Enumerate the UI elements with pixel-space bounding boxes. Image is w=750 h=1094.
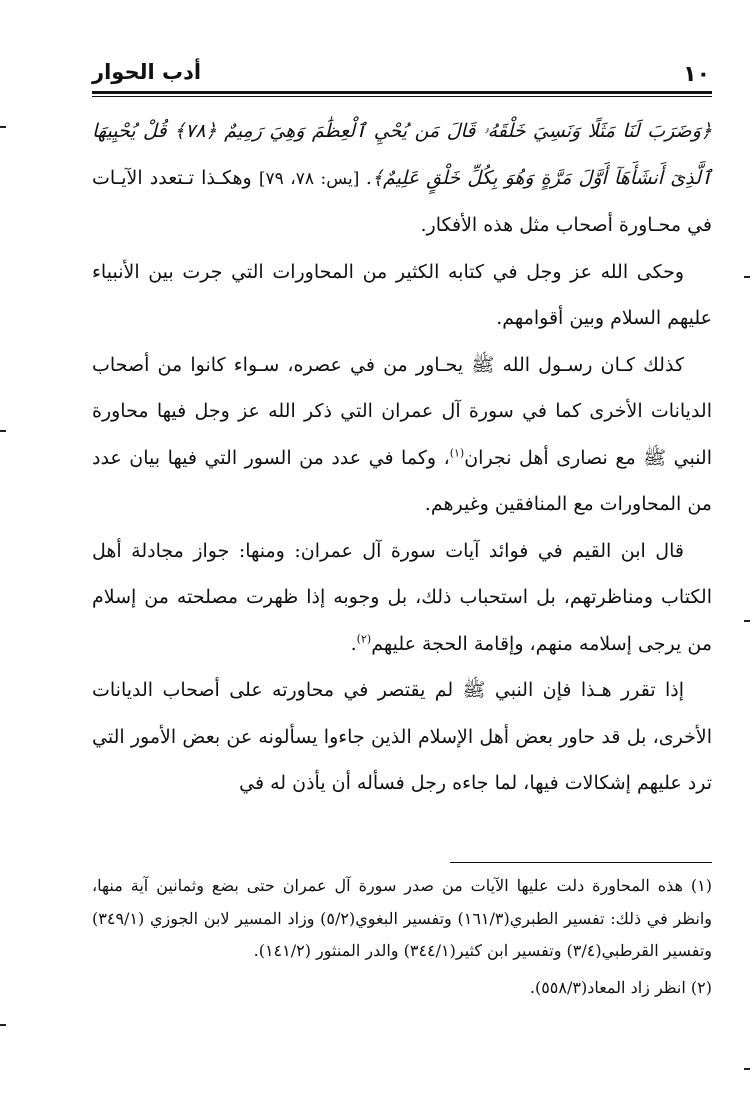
main-text: [92, 108, 712, 807]
header-rule-thick: [92, 91, 712, 94]
paragraph-5: إذا تقرر هـذا فإن النبي ﷺ لم يقتصر في محاورته على أصحاب الديانات الأخرى، بل قد حاور بعض أهل الإسلام الذين جاءوا يسألونه عن بعض الأمور التي ترد عليهم إشكالات فيها، لما جاءه رجل فسأله أن يأذن له في: [92, 679, 712, 794]
paragraph-4: [92, 528, 712, 668]
footnotes: [92, 870, 712, 1004]
quran-verse: ﴿وَضَرَبَ لَنَا مَثَلًا وَنَسِيَ خَلْقَهُۥ قَالَ مَن يُحْيِ ٱلْعِظَٰمَ وَهِيَ رَمِيمٌ ﴿٧٨﴾ قُلْ يُحْيِيهَا ٱلَّذِىٓ أَنشَأَهَآ أَوَّلَ مَرَّةٍ وَهُوَ بِكُلِّ خَلْقٍ عَلِيمٌ﴾.: [92, 120, 712, 189]
header-rule-thin: [92, 96, 712, 97]
page-number: ١٠: [683, 62, 710, 87]
footnote-separator: [450, 862, 712, 863]
paragraph-2: وحكى الله عز وجل في كتابه الكثير من المحاورات التي جرت بين الأنبياء عليهم السلام وبين أقوامهم.: [92, 260, 712, 329]
scan-margin-mark: [744, 1068, 750, 1070]
verse-reference: [يس: ٧٨، ٧٩]: [258, 168, 366, 189]
paragraph-1: [92, 108, 712, 249]
footnote-1: (١) هذه المحاورة دلت عليها الآيات من صدر سورة آل عمران حتى بضع وثمانين آية منها، وانظر في ذلك: تفسير الطبري(١٦١/٣) وتفسير البغوي(٥/٢) وزاد المسير لابن الجوزي (٣٤٩/١) وتفسير القرطبي(٣/٤) وتفسير ابن كثير(٣٤٤/١) والدر المنثور (١٤١/٢).: [92, 876, 713, 960]
page-header: [92, 58, 712, 92]
paragraph-1-rest: وهكـذا تـتعدد الآيـات في محـاورة أصحاب مثل هذه الأفكار.: [92, 166, 712, 236]
paragraph-3: [92, 342, 712, 528]
scan-margin-mark: [0, 430, 6, 432]
paragraph-3-text-a: كذلك كـان رسـول الله ﷺ يحـاور من في عصره، سـواء كانوا من أصحاب الديانات الأخرى كما في سورة آل عمران التي ذكر الله عز وجل فيها محاورة النبي ﷺ مع نصارى أهل نجران: [92, 353, 712, 469]
running-title: أدب الحوار: [92, 60, 202, 84]
scan-margin-mark: [0, 126, 6, 128]
scan-margin-mark: [0, 1024, 6, 1026]
paragraph-3-text-b: ، وكما في عدد من السور التي فيها بيان عدد من المحاورات مع المنافقين وغيرهم.: [92, 446, 712, 515]
scan-margin-mark: [744, 276, 750, 278]
paragraph-4-text-a: قال ابن القيم في فوائد آيات سورة آل عمران: ومنها: جواز مجادلة أهل الكتاب ومناظرتهم، بل استحباب ذلك، بل وجوبه إذا ظهرت مصلحته من إسلام من يرجى إسلامه منهم، وإقامة الحجة عليهم: [92, 539, 712, 655]
scan-margin-mark: [744, 620, 750, 622]
paragraph-4-text-b: .: [350, 632, 357, 655]
footnote-mark-2: (٢): [356, 632, 372, 646]
footnote-mark-1: (١): [449, 446, 465, 460]
footnote-2: (٢) انظر زاد المعاد(٥٥٨/٣).: [529, 977, 712, 997]
